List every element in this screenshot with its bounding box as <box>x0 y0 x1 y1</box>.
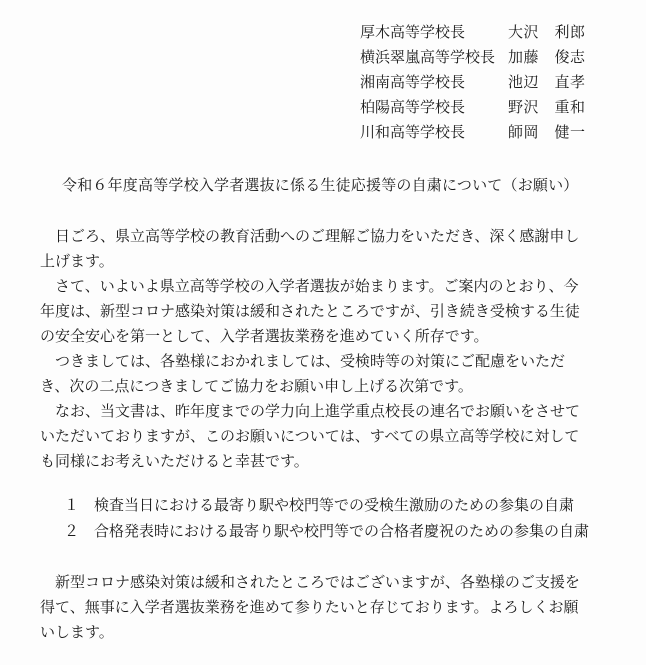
body-line: の安全安心を第一として、入学者選抜業務を進めていく所存です。 <box>40 327 489 345</box>
closing-line: 得て、無事に入学者選抜業務を進めて参りたいと存じております。よろしくお願 <box>40 598 579 616</box>
signatory-school: 川和高等学校長 <box>360 123 466 141</box>
document-body <box>40 224 622 474</box>
body-line: 日ごろ、県立高等学校の教育活動へのご理解ご協力をいただき、深く感謝申し <box>40 227 580 245</box>
signatory-school: 厚木高等学校長 <box>360 23 466 41</box>
body-line: つきましては、各塾様におかれましては、受検時等の対策にご配慮をいただ <box>40 352 566 370</box>
request-item: ２ 合格発表時における最寄り駅や校門等での合格者慶祝のための参集の自粛 <box>64 522 590 540</box>
closing-paragraph <box>40 570 622 645</box>
document-title: 令和６年度高等学校入学者選抜に係る生徒応援等の自粛について（お願い） <box>62 176 579 194</box>
signatory-list <box>360 20 630 145</box>
request-item: １ 検査当日における最寄り駅や校門等での受検生激励のための参集の自粛 <box>64 496 575 514</box>
request-items <box>64 492 624 544</box>
body-line: さて、いよいよ県立高等学校の入学者選抜が始まります。ご案内のとおり、今 <box>40 277 579 295</box>
signatory-school: 横浜翠嵐高等学校長 <box>360 48 496 66</box>
closing-line: 新型コロナ感染対策は緩和されたところではございますが、各塾様のご支援を <box>40 573 580 591</box>
signatory-name: 師岡 健一 <box>508 123 586 141</box>
signatory-name: 大沢 利郎 <box>508 23 586 41</box>
body-line: いただいておりますが、このお願いについては、すべての県立高等学校に対して <box>40 427 580 445</box>
body-line: 年度は、新型コロナ感染対策は緩和されたところですが、引き続き受検する生徒 <box>40 302 580 320</box>
signatory-name: 加藤 俊志 <box>508 48 586 66</box>
body-line: 上げます。 <box>40 252 114 270</box>
signatory-name: 野沢 重和 <box>508 98 586 116</box>
signatory-row <box>360 120 630 145</box>
signatory-row <box>360 70 630 95</box>
paragraph-announcement <box>40 274 622 349</box>
signatory-name: 池辺 直孝 <box>508 73 586 91</box>
paragraph-request <box>40 349 622 399</box>
closing-line: いします。 <box>40 623 114 641</box>
paragraph-note <box>40 399 622 474</box>
signatory-school: 柏陽高等学校長 <box>360 98 466 116</box>
body-line: も同様にお考えいただけると幸甚です。 <box>40 452 309 470</box>
signatory-row <box>360 45 630 70</box>
body-line: なお、当文書は、昨年度までの学力向上進学重点校長の連名でお願いをさせて <box>40 402 581 420</box>
signatory-school: 湘南高等学校長 <box>360 73 466 91</box>
signatory-row <box>360 20 630 45</box>
paragraph-greeting <box>40 224 622 274</box>
body-line: き、次の二点につきましてご協力をお願い申し上げる次第です。 <box>40 377 473 395</box>
signatory-row <box>360 95 630 120</box>
